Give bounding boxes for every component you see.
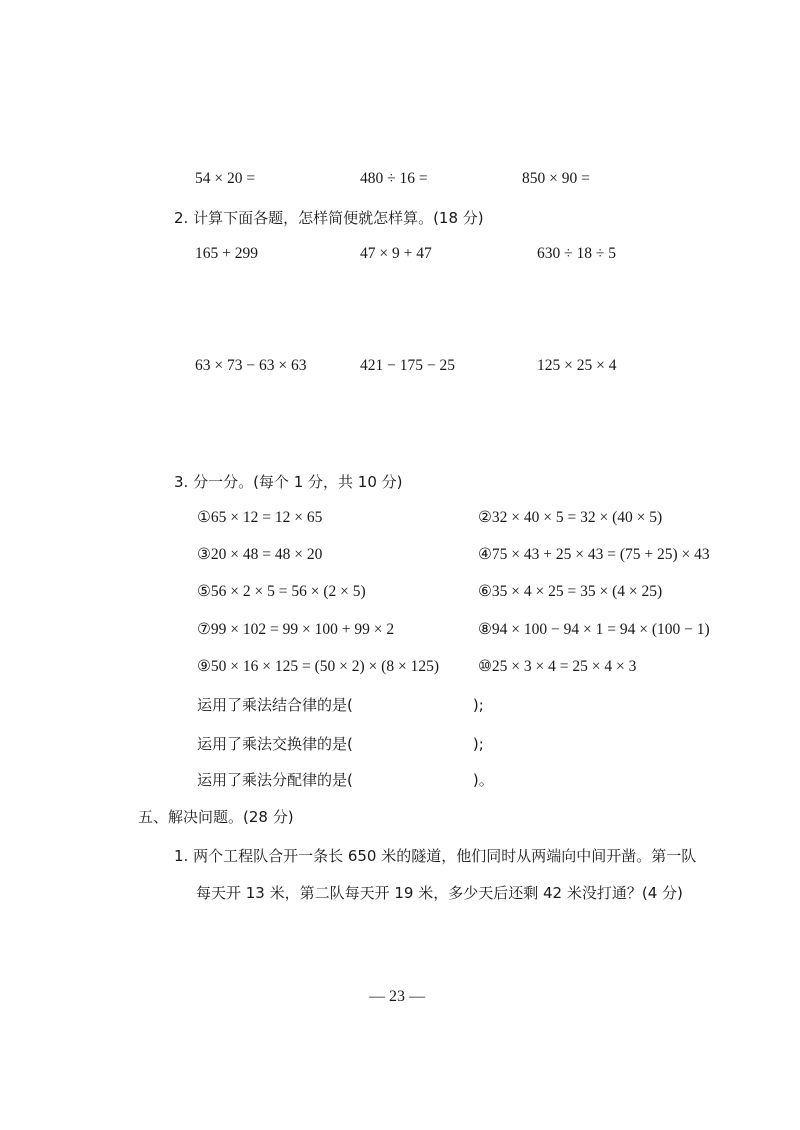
equation-item: ⑩25 × 3 × 4 = 25 × 4 × 3 [478,658,637,675]
page-number: — 23 — [369,988,425,1005]
calc-item: 63 × 73 − 63 × 63 [195,357,307,374]
calc-item: 480 ÷ 16 = [360,170,428,187]
equation-item: ①65 × 12 = 12 × 65 [197,509,323,526]
calc-item: 421 − 175 − 25 [360,357,455,374]
section-5-heading: 五、解决问题。(28 分) [138,808,294,826]
equation-item: ⑦99 × 102 = 99 × 100 + 99 × 2 [197,621,395,638]
equation-item: ⑧94 × 100 − 94 × 1 = 94 × (100 − 1) [478,621,710,638]
fill-blank-commutative[interactable]: 运用了乘法交换律的是( ); [197,735,484,753]
fill-blank-associative[interactable]: 运用了乘法结合律的是( ); [197,696,484,714]
calc-item: 850 × 90 = [522,170,590,187]
question-2-heading: 2. 计算下面各题，怎样简便就怎样算。(18 分) [174,209,484,227]
equation-item: ②32 × 40 × 5 = 32 × (40 × 5) [478,509,663,526]
calc-item: 125 × 25 × 4 [537,357,617,374]
equation-item: ④75 × 43 + 25 × 43 = (75 + 25) × 43 [478,546,710,563]
calc-item: 630 ÷ 18 ÷ 5 [537,245,617,262]
fill-blank-distributive[interactable]: 运用了乘法分配律的是( )。 [197,771,494,789]
calc-item: 47 × 9 + 47 [360,245,432,262]
calc-item: 165 + 299 [195,245,258,262]
equation-item: ③20 × 48 = 48 × 20 [197,546,323,563]
equation-item: ⑥35 × 4 × 25 = 35 × (4 × 25) [478,583,663,600]
problem-1-line-2: 每天开 13 米，第二队每天开 19 米，多少天后还剩 42 米没打通？(4 分) [196,884,683,902]
question-3-heading: 3. 分一分。(每个 1 分，共 10 分) [174,473,403,491]
calc-item: 54 × 20 = [195,170,256,187]
equation-item: ⑨50 × 16 × 125 = (50 × 2) × (8 × 125) [197,658,439,675]
equation-item: ⑤56 × 2 × 5 = 56 × (2 × 5) [197,583,366,600]
problem-1-line-1: 1. 两个工程队合开一条长 650 米的隧道，他们同时从两端向中间开凿。第一队 [174,847,697,865]
